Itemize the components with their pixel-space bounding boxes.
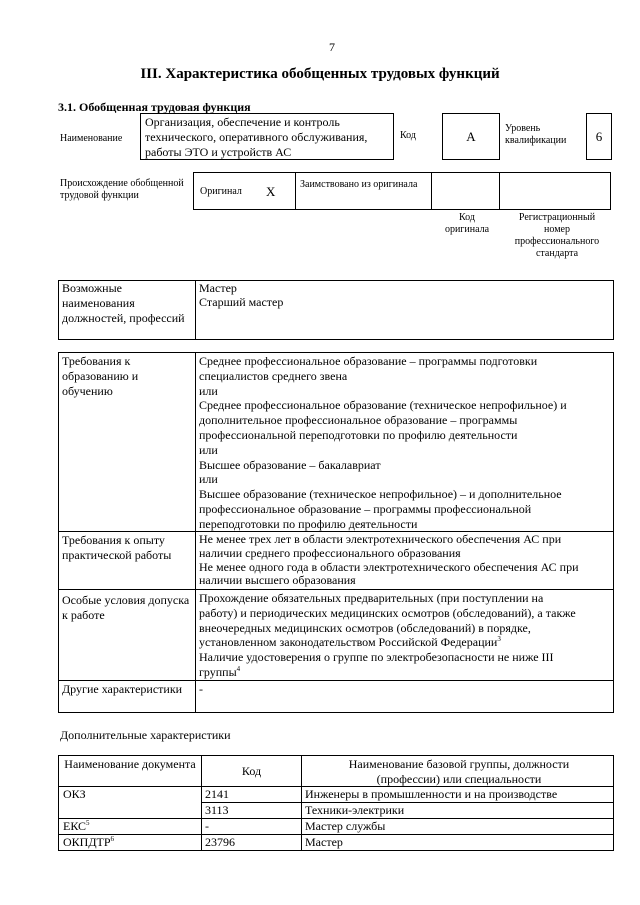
other-value: - xyxy=(199,682,203,696)
conditions-text xyxy=(199,591,576,680)
level-label: Уровень квалификации xyxy=(505,123,567,146)
text-segment: установленном законодательством Российской Федерации xyxy=(199,635,498,650)
text-line: Наличие удостоверения о группе по электробезопасности не ниже III xyxy=(199,650,554,665)
experience-text xyxy=(199,533,579,588)
experience-label: Требования к опыту практической работы xyxy=(62,533,172,562)
original-mark: X xyxy=(266,184,276,199)
original-label: Оригинал xyxy=(200,186,242,197)
code-label: Код xyxy=(400,130,416,141)
text-line: работу) и периодических медицинских осмотров (обследований), а также xyxy=(199,605,576,620)
text-segment: группы xyxy=(199,664,237,679)
reg-number-caption: Регистрационный номер профессионального стандарта xyxy=(514,212,600,259)
row-code: 2141 xyxy=(205,787,229,801)
row-name: Техники-электрики xyxy=(305,803,405,817)
row-doc xyxy=(63,819,90,834)
col-name-header: Наименование базовой группы, должности (профессии) или специальности xyxy=(348,757,570,786)
education-text xyxy=(199,354,567,532)
footnote-marker: 3 xyxy=(497,635,501,644)
code-original-caption: Код оригинала xyxy=(444,212,490,235)
text-line: наличии среднего профессионального образования xyxy=(199,545,461,560)
row-doc xyxy=(63,835,114,850)
text-line: или xyxy=(199,472,218,487)
origin-table xyxy=(193,172,611,210)
code-value: А xyxy=(466,129,476,144)
page-number: 7 xyxy=(329,40,335,54)
text-line xyxy=(199,635,576,650)
positions-line: Мастер xyxy=(199,281,237,295)
code-value-box xyxy=(442,113,500,160)
text-line: Среднее профессиональное образование (техническое непрофильное) и xyxy=(199,398,567,413)
text-line xyxy=(199,665,576,680)
name-value: Организация, обеспечение и контроль технического, оперативного обслуживания, работы ЭТО и устройств АС xyxy=(145,115,368,159)
conditions-label: Особые условия допуска к работе xyxy=(62,593,190,622)
text-line: дополнительное профессиональное образование – программы xyxy=(199,413,518,428)
level-value: 6 xyxy=(595,129,603,144)
text-line: Не менее трех лет в области электротехнического обеспечения АС при xyxy=(199,532,562,546)
text-line: внеочередных медицинских осмотров (обследований) в порядке, xyxy=(199,620,531,635)
positions-label: Возможные наименования должностей, профессий xyxy=(62,281,185,325)
text-line: профессиональное образование – программы профессиональной xyxy=(199,501,532,516)
footnote-marker: 5 xyxy=(86,819,90,827)
positions-table xyxy=(58,280,614,340)
text-line: Высшее образование (техническое непрофильное) – и дополнительное xyxy=(199,487,562,502)
text-line: Среднее профессиональное образование – программы подготовки xyxy=(199,354,538,368)
row-name: Мастер xyxy=(305,835,343,849)
additional-title: Дополнительные характеристики xyxy=(60,728,231,742)
text-line: или xyxy=(199,442,218,457)
col-doc-header: Наименование документа xyxy=(64,757,196,771)
text-line: профессиональной переподготовки по профилю деятельности xyxy=(199,427,518,442)
text-line: Прохождение обязательных предварительных (при поступлении на xyxy=(199,591,544,605)
text-line: Не менее одного года в области электротехнического обеспечения АС при xyxy=(199,559,579,574)
origin-label: Происхождение обобщенной трудовой функции xyxy=(60,178,184,201)
row-code: - xyxy=(205,819,209,833)
row-code: 3113 xyxy=(205,803,229,817)
doc-name: ОКПДТР xyxy=(63,835,111,849)
text-line: специалистов среднего звена xyxy=(199,368,348,383)
section-title: III. Характеристика обобщенных трудовых функций xyxy=(140,66,500,82)
doc-name: ЕКС xyxy=(63,819,87,833)
education-label: Требования к образованию и обучению xyxy=(62,354,139,398)
col-code-header: Код xyxy=(241,764,262,778)
positions-line: Старший мастер xyxy=(199,295,284,309)
other-label: Другие характеристики xyxy=(62,682,183,696)
name-label: Наименование xyxy=(60,133,123,144)
row-name: Мастер службы xyxy=(305,819,386,833)
row-doc: ОКЗ xyxy=(63,787,86,801)
additional-table xyxy=(58,755,614,851)
subsection-title: 3.1. Обобщенная трудовая функция xyxy=(58,100,251,114)
text-line: Высшее образование – бакалавриат xyxy=(199,457,381,472)
requirements-table xyxy=(58,352,614,713)
row-name: Инженеры в промышленности и на производстве xyxy=(305,787,558,801)
row-code: 23796 xyxy=(205,835,235,849)
level-value-box xyxy=(586,113,612,160)
text-line: или xyxy=(199,383,218,398)
footnote-marker: 4 xyxy=(236,664,241,673)
borrowed-label: Заимствовано из оригинала xyxy=(300,179,418,190)
text-line: наличии высшего образования xyxy=(199,573,356,588)
name-value-box xyxy=(140,113,394,160)
text-line: переподготовки по профилю деятельности xyxy=(199,516,418,531)
footnote-marker: 6 xyxy=(110,835,115,843)
